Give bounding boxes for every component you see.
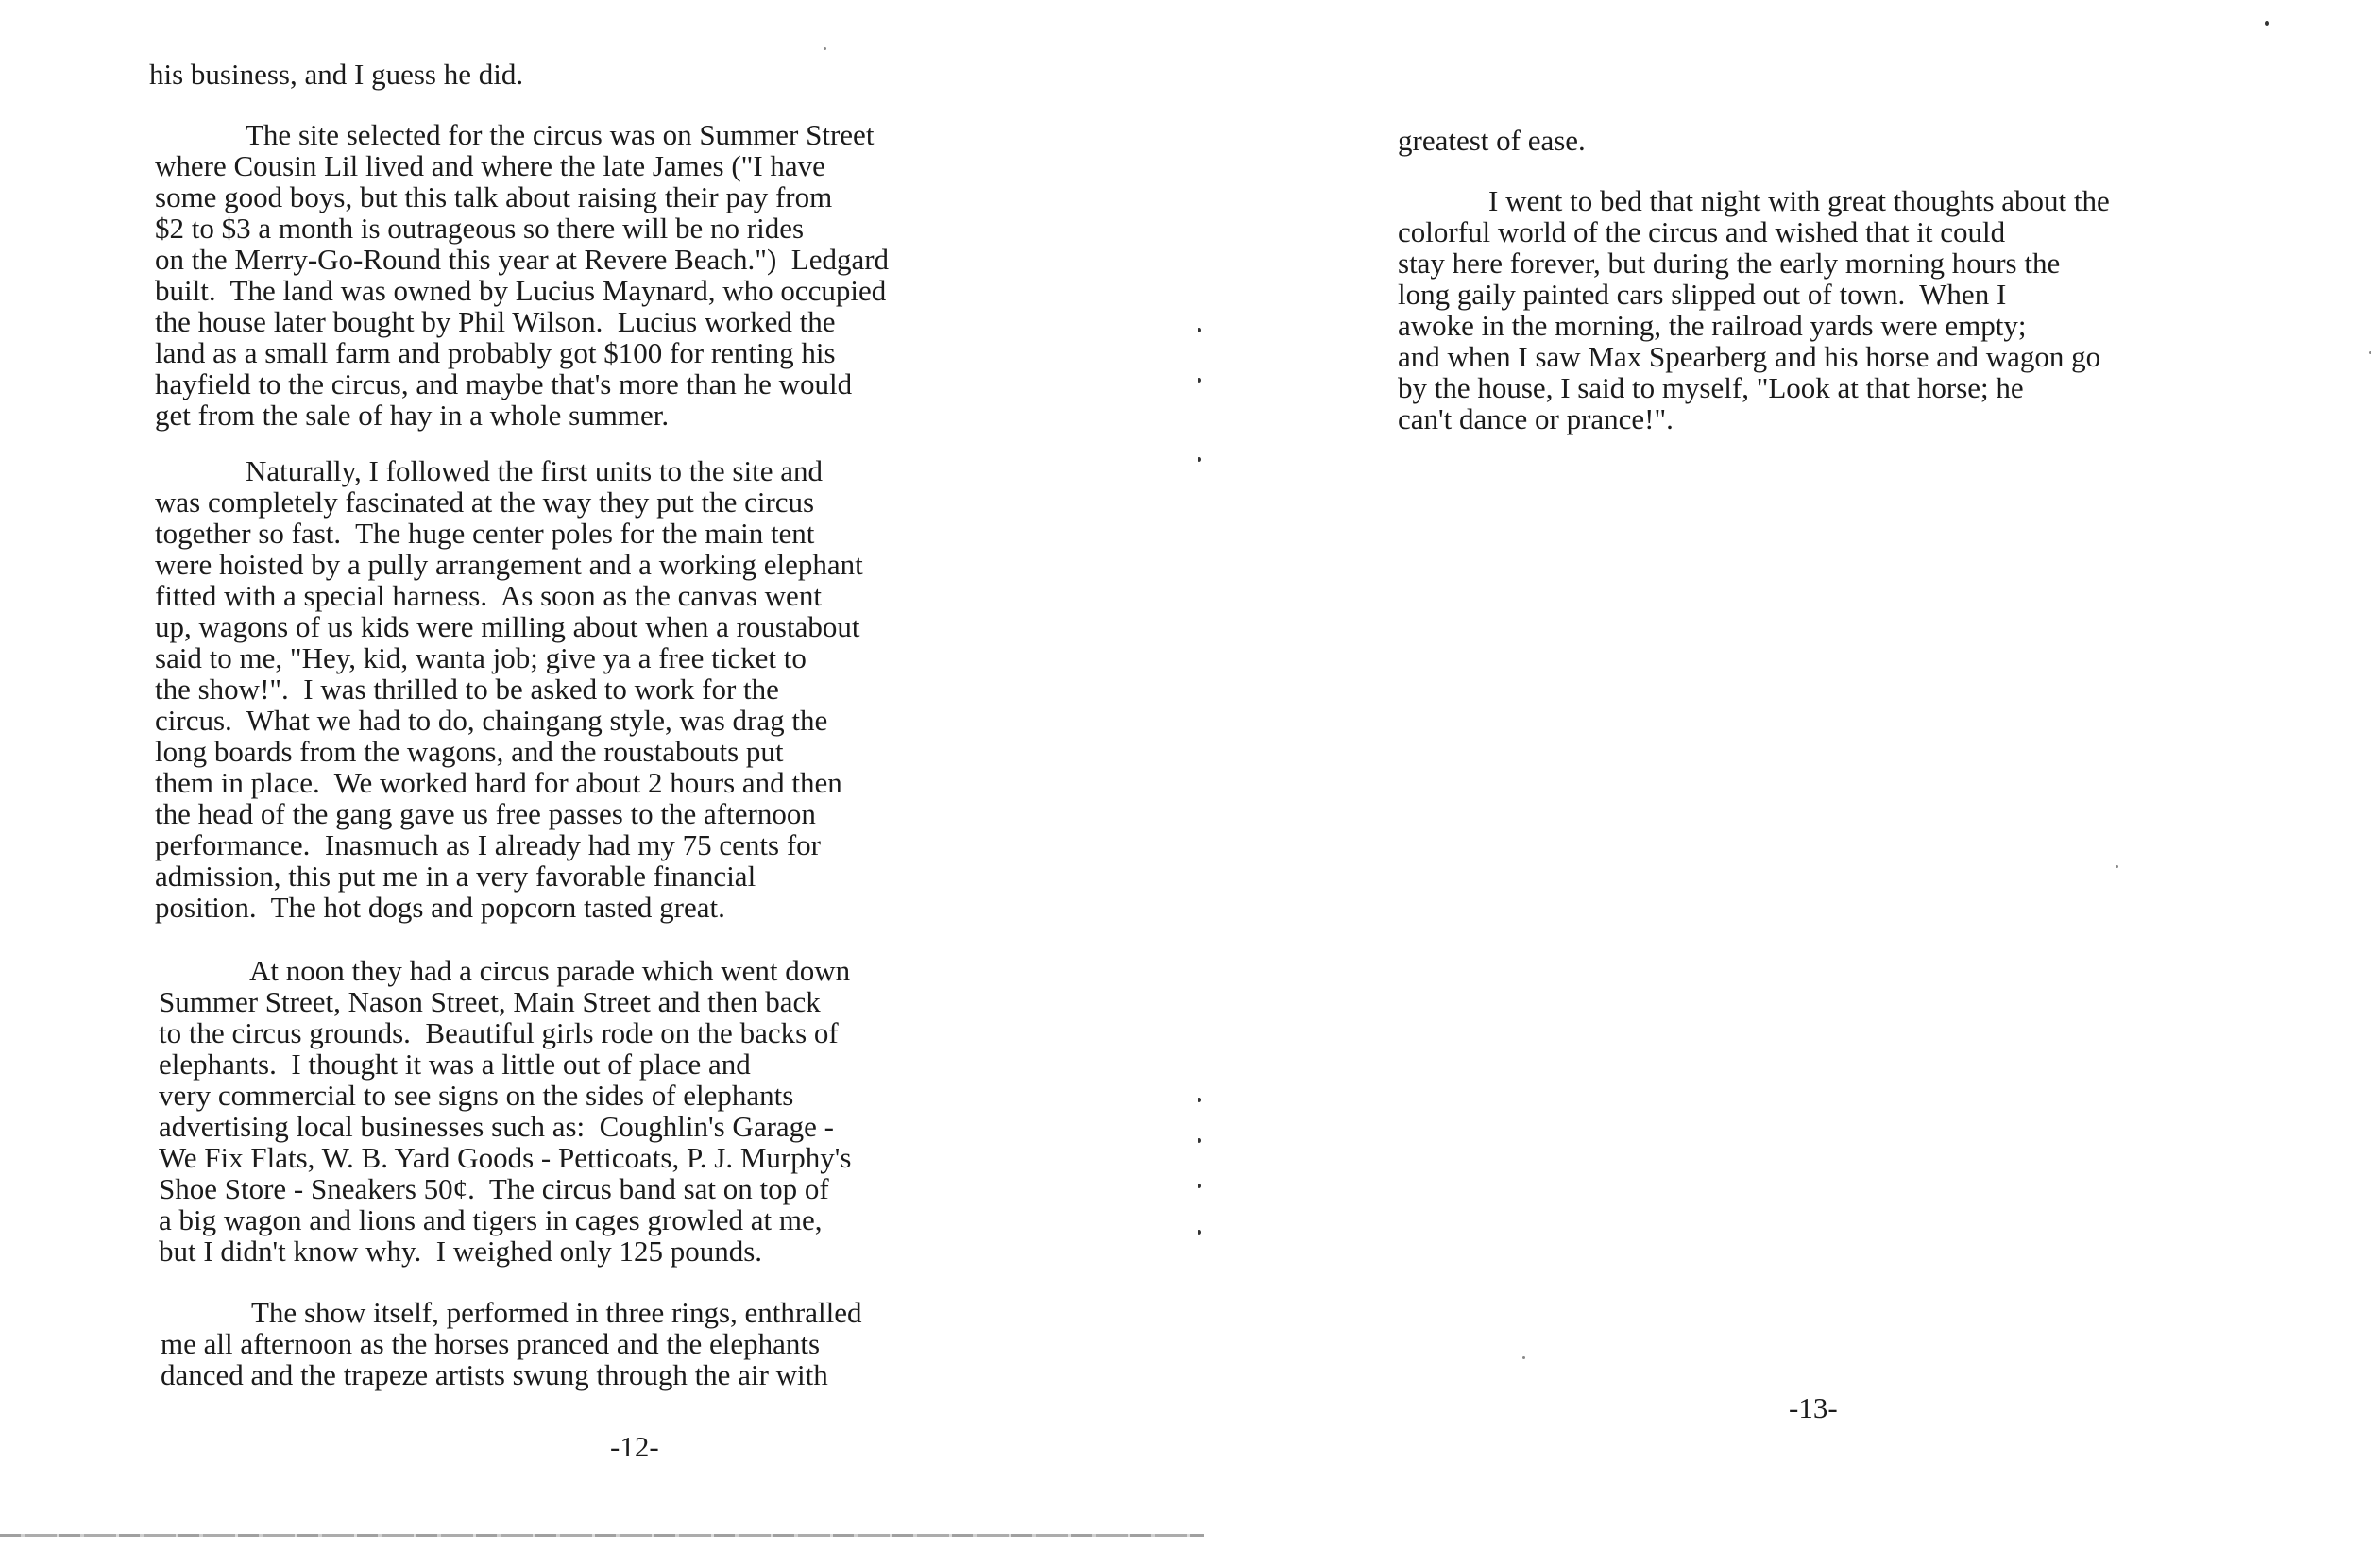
paragraph-bedtime <box>1398 185 2110 434</box>
paragraph-the-show <box>161 1297 862 1390</box>
page-number: -13- <box>1789 1391 1838 1424</box>
right-page <box>1190 0 2380 1550</box>
text-line: the house later bought by Phil Wilson. Lucius worked the <box>155 305 836 338</box>
paragraph-circus-site <box>155 119 889 431</box>
text-line: I went to bed that night with great thoughts about the <box>1488 184 2110 217</box>
scan-speck <box>1198 1098 1201 1102</box>
scan-edge-line <box>0 1534 1204 1537</box>
text-line: me all afternoon as the horses pranced and the elephants <box>161 1327 821 1360</box>
text-line: land as a small farm and probably got $100 for renting his <box>155 336 836 369</box>
text-line: fitted with a special harness. As soon as the canvas went <box>155 579 822 612</box>
text-line: the head of the gang gave us free passes to the afternoon <box>155 797 816 830</box>
text-line: very commercial to see signs on the sides of elephants <box>159 1079 794 1112</box>
text-line: greatest of ease. <box>1398 124 1586 157</box>
scan-speck <box>1522 1356 1525 1359</box>
text-line: danced and the trapeze artists swung through the air with <box>161 1358 828 1391</box>
text-line: $2 to $3 a month is outrageous so there will be no rides <box>155 212 805 245</box>
scan-speck <box>2265 21 2269 26</box>
text-line: his business, and I guess he did. <box>149 58 524 91</box>
text-line: on the Merry-Go-Round this year at Revere Beach.") Ledgard <box>155 243 890 276</box>
text-line: hayfield to the circus, and maybe that's more than he would <box>155 367 853 400</box>
text-line: a big wagon and lions and tigers in cages growled at me, <box>159 1203 823 1236</box>
text-line: long gaily painted cars slipped out of town. When I <box>1398 278 2007 311</box>
text-line: them in place. We worked hard for about 2 hours and then <box>155 766 842 799</box>
text-line: position. The hot dogs and popcorn tasted great. <box>155 891 725 924</box>
scan-speck <box>2116 865 2118 868</box>
text-line: said to me, "Hey, kid, wanta job; give ya a free ticket to <box>155 641 807 674</box>
text-line: colorful world of the circus and wished that it could <box>1398 215 2006 248</box>
paragraph-parade <box>159 955 851 1267</box>
text-line: to the circus grounds. Beautiful girls rode on the backs of <box>159 1016 839 1049</box>
text-line: performance. Inasmuch as I already had my 75 cents for <box>155 828 821 861</box>
text-line: The site selected for the circus was on Summer Street <box>246 118 875 151</box>
scan-speck <box>1198 1230 1201 1235</box>
text-line: some good boys, but this talk about raising their pay from <box>155 180 833 213</box>
text-line: Naturally, I followed the first units to the site and <box>246 454 823 487</box>
text-line: by the house, I said to myself, "Look at that horse; he <box>1398 371 2024 404</box>
text-line: We Fix Flats, W. B. Yard Goods - Petticoats, P. J. Murphy's <box>159 1141 852 1174</box>
text-line: up, wagons of us kids were milling about when a roustabout <box>155 610 860 643</box>
text-line: were hoisted by a pully arrangement and a working elephant <box>155 548 863 581</box>
text-line: circus. What we had to do, chaingang style, was drag the <box>155 704 828 737</box>
text-line: advertising local businesses such as: Coughlin's Garage - <box>159 1110 834 1143</box>
text-line: stay here forever, but during the early morning hours the <box>1398 247 2061 280</box>
scan-speck <box>1198 1138 1201 1143</box>
text-line: awoke in the morning, the railroad yards were empty; <box>1398 309 2027 342</box>
scan-speck <box>2369 351 2372 354</box>
text-line: get from the sale of hay in a whole summer. <box>155 399 670 432</box>
paragraph-continuation <box>149 59 523 90</box>
scan-speck <box>1198 328 1201 332</box>
page-number: -12- <box>610 1430 659 1463</box>
paragraph-continuation <box>1398 125 1586 156</box>
text-line: built. The land was owned by Lucius Maynard, who occupied <box>155 274 887 307</box>
text-line: The show itself, performed in three rings, enthralled <box>251 1296 862 1329</box>
text-line: where Cousin Lil lived and where the late James ("I have <box>155 149 825 182</box>
text-line: and when I saw Max Spearberg and his horse and wagon go <box>1398 340 2101 373</box>
text-line: the show!". I was thrilled to be asked to work for the <box>155 673 779 706</box>
text-line: but I didn't know why. I weighed only 125 pounds. <box>159 1235 763 1268</box>
scan-speck <box>1198 457 1201 462</box>
text-line: was completely fascinated at the way they put the circus <box>155 485 815 519</box>
text-line: admission, this put me in a very favorable financial <box>155 860 756 893</box>
text-line: long boards from the wagons, and the roustabouts put <box>155 735 784 768</box>
text-line: Summer Street, Nason Street, Main Street and then back <box>159 985 821 1018</box>
text-line: elephants. I thought it was a little out of place and <box>159 1048 751 1081</box>
paragraph-setting-up <box>155 455 863 923</box>
scan-speck <box>1198 378 1201 383</box>
text-line: Shoe Store - Sneakers 50¢. The circus band sat on top of <box>159 1172 829 1205</box>
text-line: can't dance or prance!". <box>1398 402 1674 435</box>
scan-speck <box>824 47 826 50</box>
text-line: At noon they had a circus parade which went down <box>249 954 851 987</box>
text-line: together so fast. The huge center poles for the main tent <box>155 517 815 550</box>
scan-speck <box>1198 1184 1201 1188</box>
